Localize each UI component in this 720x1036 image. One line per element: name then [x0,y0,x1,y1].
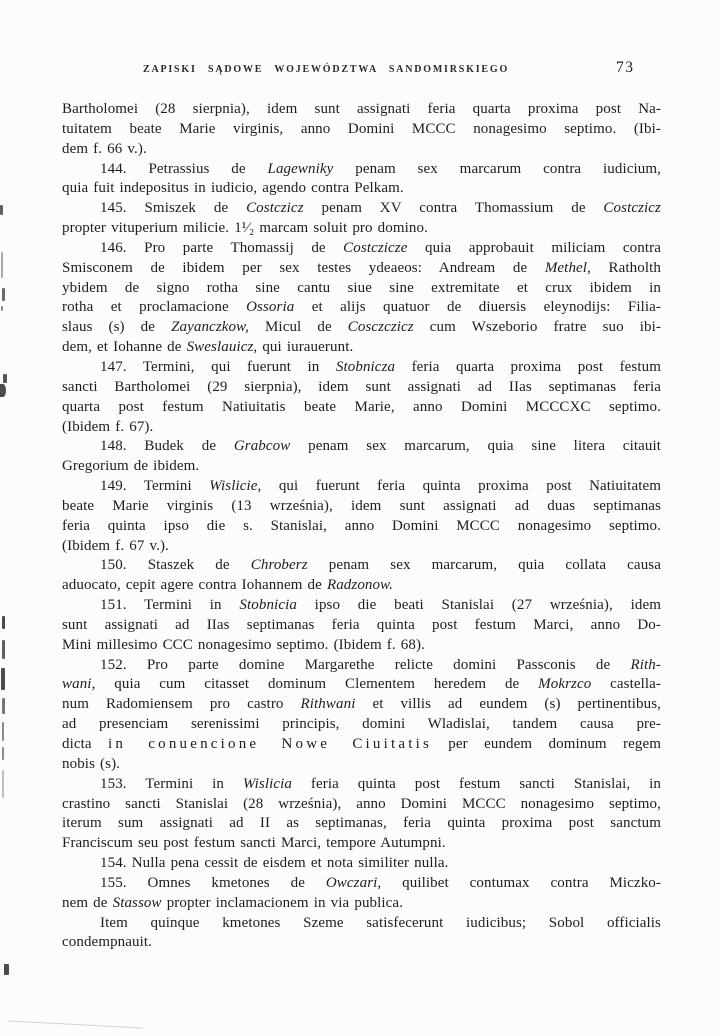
text-line: rotha et proclamacione Ossoria et alijs quatuor de diuersis eleynodijs: Filia- [62,299,661,316]
spaced-emphasis: in conuencione Nowe Ciuitatis [107,736,432,752]
text-line: dem, et Iohanne de Sweslauicz, qui iurauerunt. [62,339,354,356]
scan-artifact [0,205,3,215]
text-line: quarta post festum Natiuitatis beate Marie, anno Domini MCCCXC septimo. [62,398,661,415]
text-line: 146. Pro parte Thomassij de Costczicze quia approbauit miliciam contra [100,239,661,256]
scan-artifact [2,770,4,798]
text-line: Smisconem de ibidem per sex testes ydeaeos: Andream de Methel, Ratholth [62,259,661,276]
text-line: sunt assignati ad IIas septimanas feria quinta post festum Marci, anno Do- [62,616,661,633]
text-line: 149. Termini Wislicie, qui fuerunt feria quinta proxima post Natiuitatem [100,478,661,495]
scan-artifact [1,306,3,311]
place-name: Stobnicza [335,358,396,375]
text-line: Gregorium de ibidem. [62,458,200,475]
place-name: Costczicz [246,200,304,217]
text-line: slaus (s) de Zayanczkow, Micul de Cosczczicz cum Wszeborio fratre suo ibi- [62,319,662,336]
scan-artifact [2,698,5,714]
text-line: beate Marie virginis (13 września), idem sunt assignati ad duas septimanas [62,497,661,514]
text-line: (Ibidem f. 67). [62,418,154,435]
place-name: Wislicie, [209,478,262,495]
scan-artifact [4,964,9,975]
text-line: ybidem de signo rotha sine cantu siue sine extremitate et crux ibidem in [62,279,661,296]
place-name: Zayanczkow, [171,319,249,336]
scan-artifact [2,747,4,760]
text-line: 153. Termini in Wislicia feria quinta post festum sancti Stanislai, in [100,775,661,792]
scan-artifact [1,252,3,278]
place-name: Rithwani [300,696,356,713]
text-line: num Radomiensem pro castro Rithwani et villis ad eundem (s) pertinentibus, [62,696,662,713]
text-line: tuitatem beate Marie virginis, anno Domini MCCC nonagesimo septimo. (Ibi- [62,120,661,137]
place-name: wani, [62,676,96,693]
place-name: Lagewniky [267,160,334,177]
text-line: ad presenciam serenissimi principis, domini Wladislai, tandem causa pre- [62,716,661,733]
scan-artifact [0,384,6,397]
text-line: 145. Smiszek de Costczicz penam XV contra Thomassium de Costczicz [100,200,661,217]
place-name: Cosczczicz [347,319,414,336]
running-title: ZAPISKI SĄDOWE WOJEWÓDZTWA SANDOMIRSKIEGO [142,64,510,75]
text-line: 147. Termini, qui fuerunt in Stobnicza feria quarta proxima post festum [100,358,661,375]
text-line: 148. Budek de Grabcow penam sex marcarum, quia sine litera citauit [100,438,661,455]
text-line: 150. Staszek de Chroberz penam sex marcarum, quia collata causa [100,557,661,574]
text-line: Item quinque kmetones Szeme satisfecerunt iudicibus; Sobol officialis [100,914,661,931]
text-line: feria quinta ipso die s. Stanislai, anno Domini MCCC nonagesimo septimo. [62,517,661,534]
place-name: Wislicia [242,775,293,792]
place-name: Costczicze [343,239,408,256]
scan-artifact [8,1020,143,1028]
text-line: quia fuit indepositus in iudicio, agendo contra Pelkam. [62,180,404,197]
text-line: 152. Pro parte domine Margarethe relicte domini Passconis de Rith- [100,656,661,673]
text-line: (Ibidem f. 67 v.). [62,537,169,554]
text-line: wani, quia cum citasset dominum Clementem heredem de Mokrzco castella- [62,676,661,693]
text-line: propter vituperium milicie. 1¹⁄₂ marcam soluit pro domino. [62,220,428,237]
text-line: dicta in conuencione Nowe Ciuitatis per eundem dominum regem [62,736,661,752]
text-line: iterum sum assignati ad II as septimanas, feria quinta proxima post sanctum [62,815,661,832]
place-name: Owczari, [325,874,382,891]
place-name: Radzonow. [326,577,393,594]
place-name: Rith- [630,656,661,673]
text-line: 154. Nulla pena cessit de eisdem et nota similiter nulla. [100,855,449,872]
document-body [62,100,661,953]
text-line: sancti Bartholomei (29 sierpnia), idem sunt assignati ad IIas septimanas feria [62,378,661,395]
place-name: Stobnicia [239,597,297,614]
scan-artifact [2,288,5,301]
text-line: nobis (s). [62,755,121,772]
scan-artifact [1,668,5,690]
place-name: Mokrzco [538,676,592,693]
text-line: crastino sancti Stanislai (28 września), anno Domini MCCC nonagesimo septimo, [62,795,661,812]
text-line: 144. Petrassius de Lagewniky penam sex marcarum contra iudicium, [100,160,661,177]
place-name: Stassow [112,894,162,911]
text-line: Franciscum seu post festum sancti Marci, tempore Autumpni. [62,835,446,852]
place-name: Ossoria [246,299,295,316]
text-line: 151. Termini in Stobnicia ipso die beati Stanislai (27 września), idem [100,597,661,614]
scan-artifact [2,616,5,629]
place-name: Chroberz [250,557,308,574]
text-line: nem de Stassow propter inclamacionem in via publica. [62,894,404,911]
text-line: 155. Omnes kmetones de Owczari, quilibet contumax contra Miczko- [100,874,661,891]
place-name: Methel, [544,259,591,276]
text-line: condempnauit. [62,934,153,951]
page-number: 73 [616,59,635,76]
place-name: Grabcow [233,438,291,455]
place-name: Costczicz [603,200,661,217]
scan-artifact [2,722,4,741]
scan-artifact [3,374,7,383]
text-line: Mini millesimo CCC nonagesimo septimo. (Ibidem f. 68). [62,636,425,653]
text-line: aduocato, cepit agere contra Iohannem de Radzonow. [62,577,393,594]
place-name: Sweslauicz, [186,339,258,356]
scan-artifact [2,640,5,659]
text-line: Bartholomei (28 sierpnia), idem sunt assignati feria quarta proxima post Na- [62,101,661,117]
text-line: dem f. 66 v.). [62,140,147,157]
